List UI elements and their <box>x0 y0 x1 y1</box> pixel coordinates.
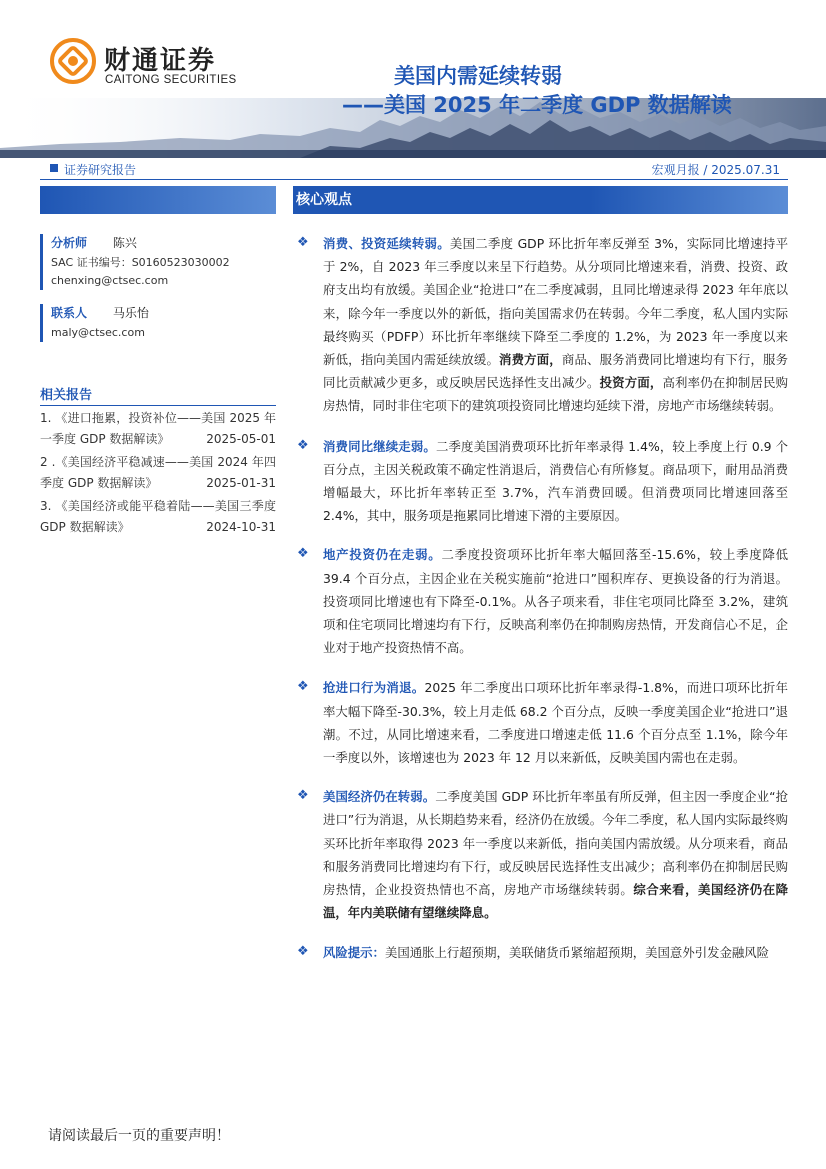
key-point <box>293 543 788 659</box>
report-title: 美国内需延续转弱 <box>394 64 562 88</box>
diamond-bullet-icon: ❖ <box>297 679 309 695</box>
related-report-item[interactable] <box>40 408 276 450</box>
related-report-date: 2025-05-01 <box>206 432 276 446</box>
report-category: 证券研究报告 <box>64 163 137 177</box>
sidebar <box>40 186 276 538</box>
diamond-bullet-icon: ❖ <box>297 546 309 562</box>
related-report-text: 2 .《美国经济平稳减速——美国 2024 年四季度 GDP 数据解读》 <box>40 455 276 490</box>
report-meta-bar <box>40 160 788 180</box>
diamond-bullet-icon: ❖ <box>297 944 309 960</box>
risk-warning <box>293 941 788 964</box>
key-point-heading: 地产投资仍在走弱。 <box>323 547 442 563</box>
key-point <box>293 785 788 924</box>
key-point <box>293 676 788 769</box>
related-report-item[interactable] <box>40 496 276 538</box>
related-reports-title: 相关报告 <box>40 384 276 406</box>
contact-info <box>40 304 276 342</box>
key-point-emphasis: 综合来看，美国经济仍在降温，年内美联储有望继续降息。 <box>323 882 789 921</box>
contact-email[interactable]: maly@ctsec.com <box>51 326 145 339</box>
logo-english-name: CAITONG SECURITIES <box>105 74 237 86</box>
analyst-info <box>40 234 276 290</box>
risk-warning-heading: 风险提示： <box>323 945 385 961</box>
key-point-body: 2025 年二季度出口项环比折年率录得-1.8%，而进口项环比折年率大幅下降至-30.3%，较上月走低 68.2 个百分点，反映一季度美国企业“抢进口”退潮。不过，从同比增速来看，二季度进口增速走低 11.6 个百分点至 1.1%，除今年一季度以外，该增速也为 2023 年 12 月以来新低，反映美国内需也在走弱。 <box>323 680 789 766</box>
core-views-title: 核心观点 <box>293 186 788 214</box>
sidebar-header-bar <box>40 186 276 214</box>
related-report-date: 2025-01-31 <box>206 476 276 490</box>
report-header <box>0 0 826 158</box>
key-point-body: 商品、服务消费同比增速均有下行，服务同比贡献减少更多，或反映居民选择性支出减少。 <box>323 352 789 391</box>
report-subtitle: ——美国 2025 年二季度 GDP 数据解读 <box>342 93 732 117</box>
caitong-logo-icon <box>50 38 96 84</box>
key-point-body: 美国二季度 GDP 环比折年率反弹至 3%，实际同比增速持平于 2%，自 2023 年三季度以来呈下行趋势。从分项同比增速来看，消费、投资、政府支出均有放缓。美国企业“抢进口”在二季度减弱，且同比增速录得 2023 年年底以来，除今年一季度以外的新低，指向美国需求仍在转弱。今年二季度，私人国内实际最终购买（PDFP）环比折年率继续下降至二季度的 1.2%，为 2023 年一季度以来新低，指向美国内需延续放缓。 <box>323 236 789 368</box>
key-point-emphasis: 投资方面， <box>599 375 663 391</box>
key-point <box>293 435 788 528</box>
analyst-role: 分析师 <box>51 236 88 250</box>
key-point-body: 高利率仍在抑制居民购房热情，同时非住宅项下的建筑项投资同比增速均延续下滑，房地产市场继续转弱。 <box>323 375 789 414</box>
diamond-bullet-icon: ❖ <box>297 788 309 804</box>
key-point-heading: 抢进口行为消退。 <box>323 680 425 696</box>
key-point-heading: 消费、投资延续转弱。 <box>323 236 450 251</box>
key-point <box>293 232 788 418</box>
analyst-email[interactable]: chenxing@ctsec.com <box>51 274 169 287</box>
related-report-text: 1. 《进口拖累，投资补位——美国 2025 年一季度 GDP 数据解读》 <box>40 411 276 446</box>
key-point-heading: 美国经济仍在转弱。 <box>323 789 436 805</box>
core-views <box>293 186 788 965</box>
key-point-body: 二季度投资项环比折年率大幅回落至-15.6%，较上季度降低 39.4 个百分点，主因企业在关税实施前“抢进口”囤积库存、更换设备的行为消退。投资项同比增速也有下降至-0.1%。从各子项来看，非住宅项同比降至 3.2%，建筑项和住宅项同比增速均有下行，反映高利率仍在抑制购房热情，开发商信心不足，企业对于地产投资热情不高。 <box>323 547 788 656</box>
analyst-sac: SAC 证书编号：S0160523030002 <box>51 256 230 269</box>
contact-role: 联系人 <box>51 306 88 320</box>
key-point-body: 二季度美国消费项环比折年率录得 1.4%，较上季度上行 0.9 个百分点，主因关税政策不确定性消退后，消费信心有所修复。商品项下，耐用品消费增幅最大，环比折年率转正至 3.7%，汽车消费回暖。但消费项同比增速回落至 2.4%，其中，服务项是拖累同比增速下滑的主要原因。 <box>323 438 789 524</box>
diamond-bullet-icon: ❖ <box>297 437 309 453</box>
disclaimer-notice: 请阅读最后一页的重要声明！ <box>48 1128 230 1144</box>
analyst-name: 陈兴 <box>112 236 137 250</box>
square-marker-icon <box>50 164 58 172</box>
diamond-bullet-icon: ❖ <box>297 235 309 250</box>
contact-name: 马乐怡 <box>112 306 149 320</box>
key-point-heading: 消费同比继续走弱。 <box>323 438 436 454</box>
logo-chinese-name: 财通证券 <box>104 46 217 76</box>
key-point-emphasis: 消费方面， <box>499 352 562 368</box>
key-point-body: 二季度美国 GDP 环比折年率虽有所反弹，但主因一季度企业“抢进口”行为消退，从长期趋势来看，经济仍在放缓。今年二季度，私人国内实际最终购买环比折年率取得 2023 年一季度以来新低，指向美国内需放缓。从分项来看，商品和服务消费同比增速均有下行，或反映居民选择性支出减少；高利率仍在抑制居民购房热情，企业投资热情也不高，房地产市场继续转弱。 <box>323 789 788 898</box>
related-report-item[interactable] <box>40 452 276 494</box>
caitong-logo <box>50 38 250 94</box>
report-type-date: 宏观月报 / 2025.07.31 <box>651 163 780 177</box>
related-report-text: 3. 《美国经济或能平稳着陆——美国三季度 GDP 数据解读》 <box>40 499 276 534</box>
related-report-date: 2024-10-31 <box>206 520 276 534</box>
risk-warning-body: 美国通胀上行超预期，美联储货币紧缩超预期，美国意外引发金融风险 <box>384 945 770 961</box>
